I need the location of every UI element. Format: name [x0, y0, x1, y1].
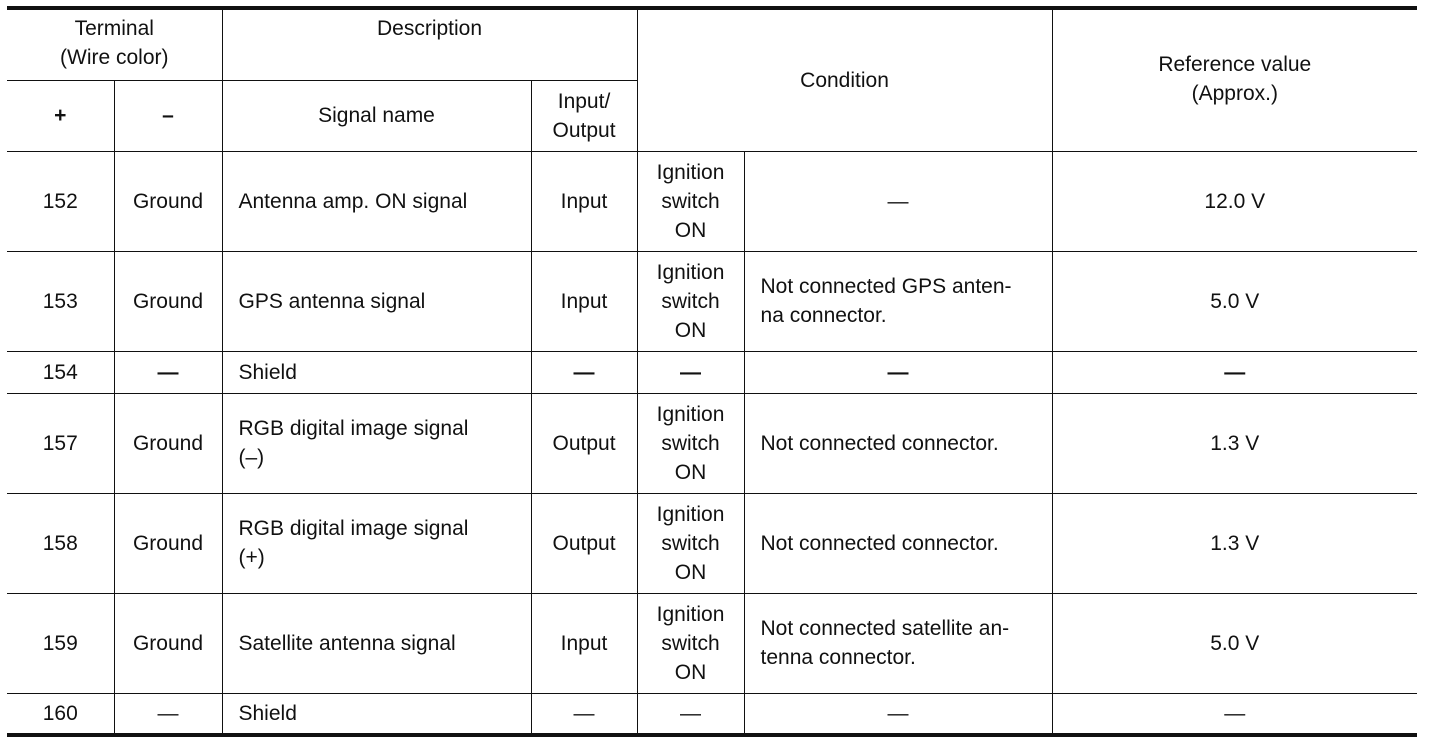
condition-switch-cell: Ignition switch ON — [637, 493, 744, 593]
terminal-plus-cell: 153 — [7, 251, 114, 351]
reference-value-cell: 5.0 V — [1052, 593, 1417, 693]
table-row — [7, 593, 1417, 693]
header-row-top — [7, 8, 1417, 80]
terminal-minus-cell: Ground — [114, 493, 222, 593]
reference-value-cell: 1.3 V — [1052, 493, 1417, 593]
signal-name-cell: Shield — [222, 351, 531, 393]
terminal-plus-cell: 159 — [7, 593, 114, 693]
terminal-plus-cell: 154 — [7, 351, 114, 393]
signal-name-cell: Antenna amp. ON signal — [222, 151, 531, 251]
terminal-minus-cell: Ground — [114, 151, 222, 251]
header-minus: – — [114, 80, 222, 151]
terminal-minus-cell: Ground — [114, 593, 222, 693]
condition-detail-cell: Not connected connector. — [744, 493, 1052, 593]
input-output-cell: Input — [531, 593, 637, 693]
condition-detail-cell: Not connected satellite an- tenna connector. — [744, 593, 1052, 693]
input-output-cell: Output — [531, 493, 637, 593]
header-terminal: Terminal (Wire color) — [7, 8, 222, 80]
reference-value-cell: — — [1052, 693, 1417, 735]
header-reference-value: Reference value (Approx.) — [1052, 8, 1417, 151]
terminal-plus-cell: 160 — [7, 693, 114, 735]
condition-detail-cell: Not connected connector. — [744, 393, 1052, 493]
table-row — [7, 351, 1417, 393]
signal-name-cell: Satellite antenna signal — [222, 593, 531, 693]
condition-switch-cell: Ignition switch ON — [637, 393, 744, 493]
terminal-plus-cell: 152 — [7, 151, 114, 251]
input-output-cell: Input — [531, 251, 637, 351]
condition-detail-cell: — — [744, 351, 1052, 393]
signal-name-cell: Shield — [222, 693, 531, 735]
terminal-plus-cell: 157 — [7, 393, 114, 493]
header-signal-name: Signal name — [222, 80, 531, 151]
signal-name-cell: RGB digital image signal (+) — [222, 493, 531, 593]
terminal-reference-table — [7, 6, 1417, 737]
condition-switch-cell: — — [637, 693, 744, 735]
reference-value-cell: 5.0 V — [1052, 251, 1417, 351]
table-row — [7, 151, 1417, 251]
condition-switch-cell: Ignition switch ON — [637, 593, 744, 693]
condition-switch-cell: — — [637, 351, 744, 393]
input-output-cell: Output — [531, 393, 637, 493]
input-output-cell: — — [531, 351, 637, 393]
condition-switch-cell: Ignition switch ON — [637, 151, 744, 251]
terminal-minus-cell: Ground — [114, 393, 222, 493]
terminal-plus-cell: 158 — [7, 493, 114, 593]
signal-name-cell: RGB digital image signal (–) — [222, 393, 531, 493]
header-plus: + — [7, 80, 114, 151]
terminal-minus-cell: — — [114, 351, 222, 393]
condition-detail-cell: — — [744, 151, 1052, 251]
reference-value-cell: 1.3 V — [1052, 393, 1417, 493]
terminal-minus-cell: — — [114, 693, 222, 735]
table-row — [7, 693, 1417, 735]
signal-name-cell: GPS antenna signal — [222, 251, 531, 351]
input-output-cell: Input — [531, 151, 637, 251]
condition-detail-cell: Not connected GPS anten- na connector. — [744, 251, 1052, 351]
reference-value-cell: 12.0 V — [1052, 151, 1417, 251]
table-row — [7, 493, 1417, 593]
header-condition: Condition — [637, 8, 1052, 151]
condition-detail-cell: — — [744, 693, 1052, 735]
table-row — [7, 251, 1417, 351]
header-input-output: Input/ Output — [531, 80, 637, 151]
table-row — [7, 393, 1417, 493]
input-output-cell: — — [531, 693, 637, 735]
terminal-minus-cell: Ground — [114, 251, 222, 351]
header-description: Description — [222, 8, 637, 80]
reference-value-cell: — — [1052, 351, 1417, 393]
condition-switch-cell: Ignition switch ON — [637, 251, 744, 351]
terminal-table-container — [7, 6, 1417, 737]
